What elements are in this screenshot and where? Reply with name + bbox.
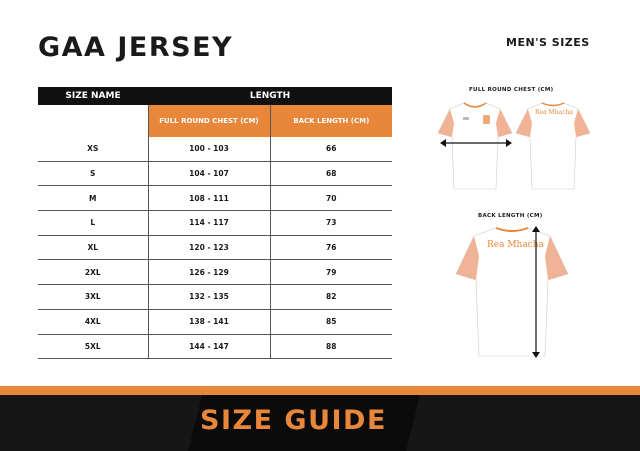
size-guide-heading: SIZE GUIDE — [200, 405, 387, 436]
cell-back-length: 66 — [270, 137, 392, 161]
cell-full-round-chest: 126 - 129 — [148, 260, 270, 285]
cell-back-length: 70 — [270, 186, 392, 211]
cell-back-length: 68 — [270, 161, 392, 186]
cell-back-length: 79 — [270, 260, 392, 285]
back-length-measure-arrow — [531, 226, 541, 358]
cell-full-round-chest: 108 - 111 — [148, 186, 270, 211]
page-title: GAA JERSEY — [38, 32, 234, 63]
cell-size-name: S — [38, 161, 148, 186]
cell-size-name: M — [38, 186, 148, 211]
cell-size-name: XL — [38, 235, 148, 260]
cell-size-name: L — [38, 211, 148, 236]
table-row — [38, 334, 392, 359]
cell-back-length: 76 — [270, 235, 392, 260]
chest-measure-arrow — [440, 138, 512, 148]
cell-full-round-chest: 104 - 107 — [148, 161, 270, 186]
cell-size-name: 5XL — [38, 334, 148, 359]
table-row — [38, 260, 392, 285]
header-size-name: SIZE NAME — [38, 87, 148, 105]
header-back-length: BACK LENGTH (CM) — [270, 105, 392, 137]
cell-size-name: 4XL — [38, 309, 148, 334]
cell-full-round-chest: 138 - 141 — [148, 309, 270, 334]
header-full-round-chest: FULL ROUND CHEST (CM) — [148, 105, 270, 137]
cell-back-length: 85 — [270, 309, 392, 334]
cell-back-length: 73 — [270, 211, 392, 236]
chest-diagram-label: FULL ROUND CHEST (CM) — [469, 87, 554, 93]
size-table — [38, 87, 392, 359]
cell-size-name: 2XL — [38, 260, 148, 285]
table-row — [38, 186, 392, 211]
cell-full-round-chest: 120 - 123 — [148, 235, 270, 260]
table-row — [38, 137, 392, 161]
footer-accent-stripe — [0, 386, 640, 395]
table-row — [38, 211, 392, 236]
table-row — [38, 235, 392, 260]
cell-size-name: XS — [38, 137, 148, 161]
cell-back-length: 82 — [270, 285, 392, 310]
back-length-diagram-label: BACK LENGTH (CM) — [478, 213, 543, 219]
table-row — [38, 285, 392, 310]
cell-size-name: 3XL — [38, 285, 148, 310]
cell-full-round-chest: 144 - 147 — [148, 334, 270, 359]
table-subheader-row — [38, 105, 392, 137]
table-row — [38, 161, 392, 186]
header-length: LENGTH — [148, 87, 392, 105]
jersey-back-large-print: Rea Mhacha — [487, 240, 544, 250]
page-subtitle: MEN'S SIZES — [506, 36, 590, 49]
jersey-back-print: Rea Mhacha — [535, 109, 573, 116]
cell-full-round-chest: 132 - 135 — [148, 285, 270, 310]
cell-full-round-chest: 114 - 117 — [148, 211, 270, 236]
cell-back-length: 88 — [270, 334, 392, 359]
cell-full-round-chest: 100 - 103 — [148, 137, 270, 161]
header-blank-cell — [38, 105, 148, 137]
table-row — [38, 309, 392, 334]
table-header-row — [38, 87, 392, 105]
